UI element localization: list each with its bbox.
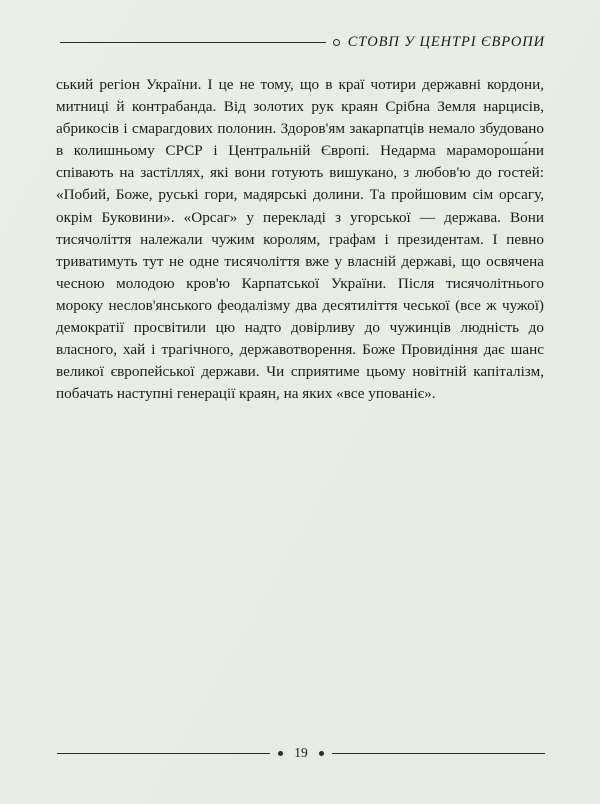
running-head-title: СТОВП У ЦЕНТРІ ЄВРОПИ	[347, 33, 545, 50]
header-divider-rule	[60, 42, 326, 43]
circle-outline-icon	[333, 39, 340, 46]
bullet-dot-icon-right	[319, 751, 324, 756]
page-body	[56, 74, 544, 405]
running-head	[60, 30, 545, 54]
body-paragraph: ський регіон України. І це не тому, що в краї чотири державні кордони, митниці й контрабанда. Від золотих рук краян Срібна Земля нарцисів, абрикосів і смарагдових полонин. Здоров'ям закарпатців немало збудовано в колишньому СРСР і Центральній Європі. Недарма марамороша́ни співають на застіллях, які вони готують вишукано, з любов'ю до гостей: «Побий, Боже, руські гори, мадярські долини. Та пройшовим сім орсагу, окрім Буковини». «Орсаг» у перекладі з угорської — держава. Вони тисячоліття належали чужим королям, графам і президентам. І певно триватимуть тут не одне тисячоліття вже у власній державі, що освячена чесною молодою кров'ю Карпатської України. Після тисячолітнього мороку неслов'янського феодалізму два десятиліття чеської (все ж чужої) демократії просвітили цю надто довірливу до чужинців людність до власного, хай і трагічного, державотворення. Боже Провидіння дає шанс великої європейської держави. Чи сприятиме цьому новітній капіталізм, побачать наступні генерації краян, на яких «все упованіє».	[56, 76, 544, 403]
bullet-dot-icon-left	[278, 751, 283, 756]
page-footer	[57, 742, 545, 764]
footer-divider-rule-left	[57, 753, 270, 754]
footer-divider-rule-right	[332, 753, 545, 754]
page-number: 19	[294, 745, 308, 760]
